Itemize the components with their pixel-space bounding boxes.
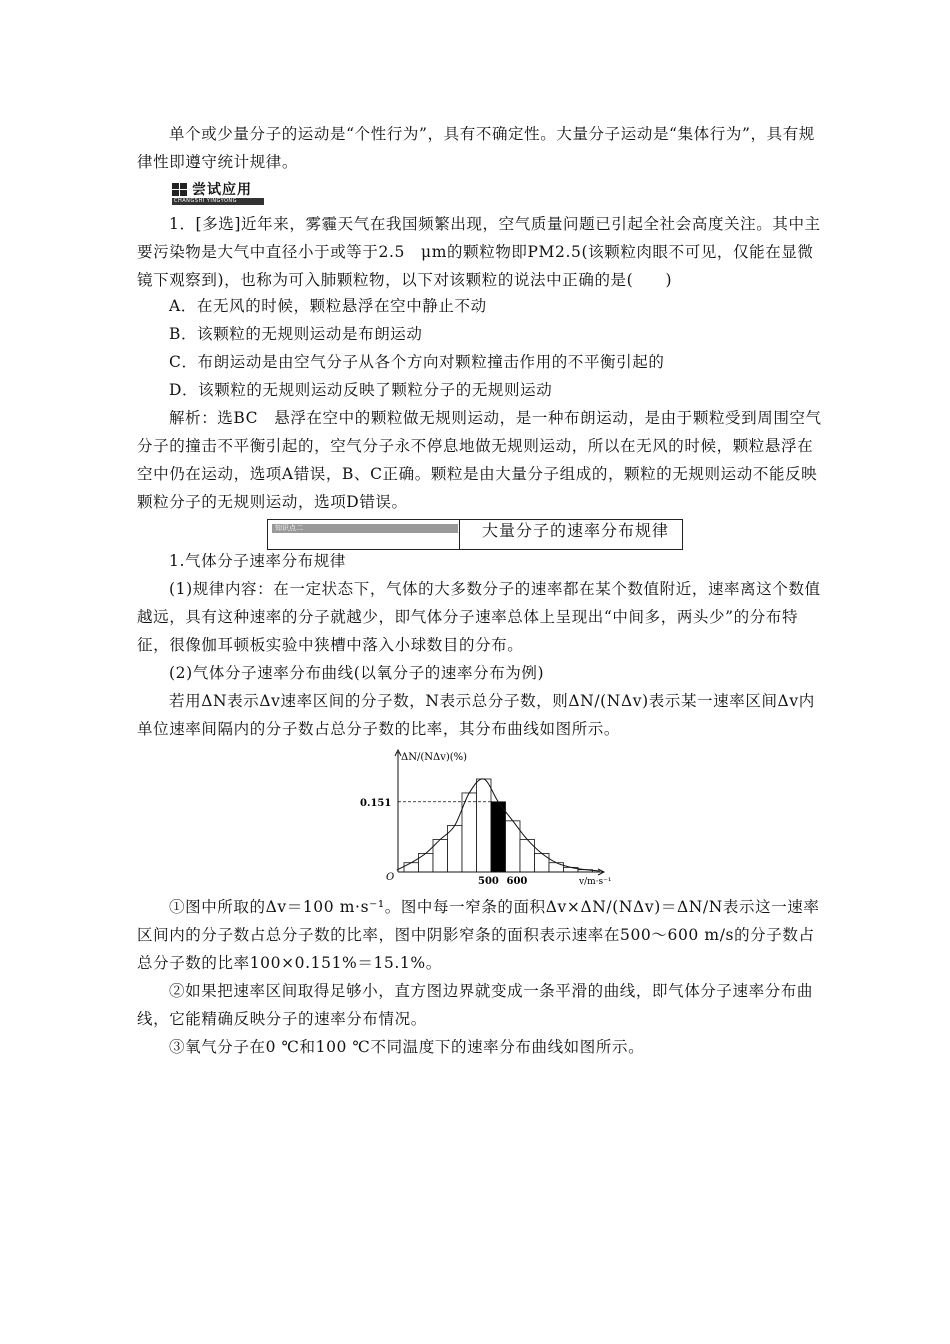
- box-divider: [459, 520, 460, 549]
- histogram-bar: [404, 863, 419, 872]
- histogram-bar: [549, 863, 564, 872]
- histogram-bar: [419, 853, 434, 872]
- x-tick-label-600: 600: [506, 876, 528, 887]
- histogram-bars: [404, 779, 593, 872]
- heading-gas-distribution: 1.气体分子速率分布规律: [169, 552, 346, 570]
- histogram-bar: [535, 853, 550, 872]
- origin-label: O: [386, 872, 395, 883]
- section-title: 尝试应用: [192, 182, 252, 198]
- y-tick-label: 0.151: [360, 797, 392, 809]
- definition-paragraph: 若用ΔN表示Δv速率区间的分子数，N表示总分子数，则ΔN/(NΔv)表示某一速率区间Δv内单位速率间隔内的分子数占总分子数的比率，其分布曲线如图所示。: [137, 692, 815, 738]
- option-d: D．该颗粒的无规则运动反映了颗粒分子的无规则运动: [169, 381, 553, 399]
- option-a: A．在无风的时候，颗粒悬浮在空中静止不动: [169, 297, 487, 315]
- option-b: B．该颗粒的无规则运动是布朗运动: [169, 325, 423, 343]
- section-subtitle: CHANGSHI YINGYONG: [172, 198, 264, 205]
- histogram-bar: [448, 826, 463, 873]
- knowledge-point-box: [267, 519, 683, 550]
- question-stem: 1．[多选]近年来，雾霾天气在我国频繁出现，空气质量问题已引起全社会高度关注。其中主要污染物是大气中直径小于或等于2.5 μm的颗粒物即PM2.5(该颗粒肉眼不可见，仅能在显微镜下观察到)，也称为可入肺颗粒物，以下对该颗粒的说法中正确的是( ): [137, 215, 821, 289]
- rule-paragraph: (1)规律内容：在一定状态下，气体的大多数分子的速率都在某个数值附近，速率离这个数值越远，具有这种速率的分子就越少，即气体分子速率总体上呈现出“中间多，两头少”的分布特征，很像伽耳顿板实验中狭槽中落入小球数目的分布。: [137, 580, 821, 654]
- knowledge-point-tag: 知识点二: [272, 524, 458, 533]
- grid-icon: [172, 183, 188, 197]
- histogram-bar: [506, 821, 521, 872]
- note-1: ①图中所取的Δv＝100 m·s⁻¹。图中每一窄条的面积Δv×ΔN/(NΔv)＝ΔN/N表示这一速率区间内的分子数占总分子数的比率，图中阴影窄条的面积表示速率在500～600 m/s的分子数占总分子数的比率100×0.151%＝15.1%。: [137, 898, 820, 972]
- knowledge-point-title: 大量分子的速率分布规律: [482, 521, 670, 540]
- histogram-bar: [477, 779, 492, 872]
- x-axis-label: v/m·s⁻¹: [579, 877, 612, 887]
- intro-paragraph: 单个或少量分子的运动是“个性行为”，具有不确定性。大量分子运动是“集体行为”，具有规律性即遵守统计规律。: [137, 125, 815, 171]
- option-c: C．布朗运动是由空气分子从各个方向对颗粒撞击作用的不平衡引起的: [169, 353, 665, 371]
- speed-distribution-chart: [355, 748, 625, 890]
- note-2: ②如果把速率区间取得足够小，直方图边界就变成一条平滑的曲线，即气体分子速率分布曲线，它能精确反映分子的速率分布情况。: [137, 982, 814, 1028]
- highlighted-bar-500-600: [491, 802, 506, 872]
- x-tick-label-500: 500: [478, 876, 499, 887]
- analysis-paragraph: 解析：选BC 悬浮在空中的颗粒做无规则运动，是一种布朗运动，是由于颗粒受到周围空气分子的撞击不平衡引起的，空气分子永不停息地做无规则运动，所以在无风的时候，颗粒悬浮在空中仍在运动，选项A错误，B、C正确。颗粒是由大量分子组成的，颗粒的无规则运动不能反映颗粒分子的无规则运动，选项D错误。: [137, 409, 822, 511]
- heading-distribution-curve: (2)气体分子速率分布曲线(以氧分子的速率分布为例): [169, 664, 545, 682]
- note-3: ③氧气分子在0 ℃和100 ℃不同温度下的速率分布曲线如图所示。: [169, 1038, 645, 1056]
- y-axis-label: ΔN/(NΔv)(%): [401, 752, 468, 763]
